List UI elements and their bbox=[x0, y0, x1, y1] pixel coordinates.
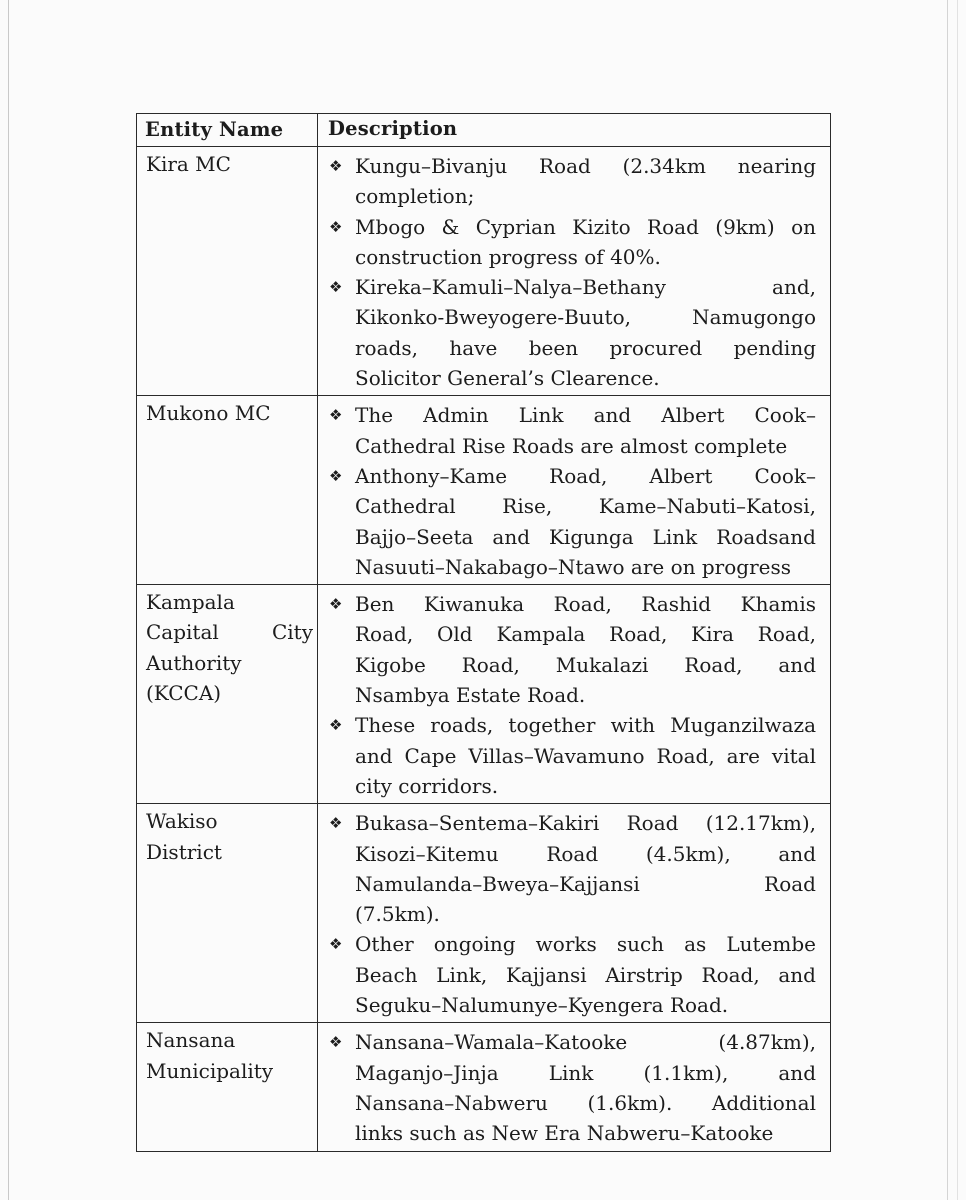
description-line: Kungu–Bivanju Road (2.34km nearing bbox=[355, 154, 816, 178]
description-line: Mbogo & Cyprian Kizito Road (9km) on bbox=[355, 214, 816, 239]
description-line: city corridors. bbox=[355, 773, 499, 798]
description-item bbox=[331, 212, 816, 273]
description-cell bbox=[318, 804, 831, 1023]
diamond-bullet-icon: ❖ bbox=[329, 595, 343, 614]
description-item bbox=[331, 710, 816, 801]
description-line: links such as New Era Nabweru–Katooke bbox=[355, 1121, 774, 1146]
description-cell bbox=[318, 147, 831, 396]
entity-name-cell bbox=[137, 396, 318, 585]
description-line: Nansana–Nabweru (1.6km). Additional bbox=[355, 1090, 816, 1115]
description-line: and Cape Villas–Wavamuno Road, are vital bbox=[355, 743, 816, 768]
description-line: Kireka–Kamuli–Nalya–Bethany and, bbox=[355, 275, 816, 300]
diamond-bullet-icon: ❖ bbox=[329, 1033, 343, 1052]
description-cell bbox=[318, 585, 831, 804]
diamond-bullet-icon: ❖ bbox=[329, 814, 343, 833]
description-line: Seguku–Nalumunye–Kyengera Road. bbox=[355, 993, 729, 1018]
entity-name-line: (KCCA) bbox=[146, 681, 222, 706]
diamond-bullet-icon: ❖ bbox=[329, 406, 343, 425]
table-row bbox=[137, 585, 831, 804]
description-line: Cathedral Rise, Kame–Nabuti–Katosi, bbox=[355, 494, 816, 519]
table-row bbox=[137, 147, 831, 396]
entity-name-line: Kira MC bbox=[146, 152, 231, 176]
entity-name-cell bbox=[137, 804, 318, 1023]
projects-table bbox=[136, 113, 831, 1152]
description-line: Nasuuti–Nakabago–Ntawo are on progress bbox=[355, 554, 791, 579]
table-row bbox=[137, 396, 831, 585]
description-item bbox=[331, 400, 816, 461]
entity-name-cell bbox=[137, 1023, 318, 1151]
description-line: Bukasa–Sentema–Kakiri Road (12.17km), bbox=[355, 811, 816, 836]
entity-name-cell bbox=[137, 147, 318, 396]
diamond-bullet-icon: ❖ bbox=[329, 217, 343, 236]
description-list bbox=[331, 151, 816, 393]
description-line: Kikonko-Bweyogere-Buuto, Namugongo bbox=[355, 305, 816, 330]
description-item bbox=[331, 808, 816, 929]
description-line: Anthony–Kame Road, Albert Cook– bbox=[355, 463, 816, 488]
description-list bbox=[331, 589, 816, 801]
description-item bbox=[331, 589, 816, 710]
description-line: Ben Kiwanuka Road, Rashid Khamis bbox=[355, 592, 816, 617]
entity-name-cell bbox=[137, 585, 318, 804]
description-line: Beach Link, Kajjansi Airstrip Road, and bbox=[355, 962, 816, 987]
description-line: Road, Old Kampala Road, Kira Road, bbox=[355, 622, 816, 647]
description-line: Nsambya Estate Road. bbox=[355, 683, 586, 708]
description-line: The Admin Link and Albert Cook– bbox=[355, 403, 816, 428]
description-list bbox=[331, 400, 816, 582]
entity-name-line: Nansana bbox=[146, 1028, 236, 1053]
diamond-bullet-icon: ❖ bbox=[329, 935, 343, 954]
table-header-row bbox=[137, 114, 831, 147]
page-edge-left bbox=[8, 0, 9, 1200]
description-line: Solicitor General’s Clearence. bbox=[355, 366, 660, 391]
description-item bbox=[331, 151, 816, 212]
description-cell bbox=[318, 1023, 831, 1151]
header-entity-name: Entity Name bbox=[137, 114, 318, 147]
diamond-bullet-icon: ❖ bbox=[329, 278, 343, 297]
description-item bbox=[331, 272, 816, 393]
entity-name-line: District bbox=[146, 839, 222, 864]
description-line: Maganjo–Jinja Link (1.1km), and bbox=[355, 1060, 816, 1085]
description-line: Cathedral Rise Roads are almost complete bbox=[355, 433, 788, 458]
description-line: Namulanda–Bweya–Kajjansi Road bbox=[355, 871, 816, 896]
description-line: Kisozi–Kitemu Road (4.5km), and bbox=[355, 841, 816, 866]
entity-name-line: Authority bbox=[146, 650, 242, 675]
description-line: Other ongoing works such as Lutembe bbox=[355, 932, 816, 957]
entity-name-line: Capital City bbox=[146, 620, 313, 645]
table-row bbox=[137, 1023, 831, 1151]
description-list bbox=[331, 1027, 816, 1148]
table-row bbox=[137, 804, 831, 1023]
page-edge-right-shadow bbox=[957, 0, 958, 1200]
entity-name-line: Mukono MC bbox=[146, 401, 271, 426]
description-line: Bajjo–Seeta and Kigunga Link Roadsand bbox=[355, 524, 816, 549]
diamond-bullet-icon: ❖ bbox=[329, 466, 343, 485]
description-line: construction progress of 40%. bbox=[355, 244, 661, 269]
description-line: These roads, together with Muganzilwaza bbox=[355, 713, 816, 738]
header-description: Description bbox=[318, 114, 831, 147]
entity-name-line: Wakiso bbox=[146, 809, 218, 834]
description-line: Nansana–Wamala–Katooke (4.87km), bbox=[355, 1030, 816, 1055]
description-line: completion; bbox=[355, 184, 475, 209]
description-item bbox=[331, 929, 816, 1020]
description-line: roads, have been procured pending bbox=[355, 335, 816, 360]
description-item bbox=[331, 461, 816, 582]
description-line: (7.5km). bbox=[355, 902, 440, 927]
description-cell bbox=[318, 396, 831, 585]
diamond-bullet-icon: ❖ bbox=[329, 157, 343, 175]
description-list bbox=[331, 808, 816, 1020]
entity-name-line: Kampala bbox=[146, 590, 235, 615]
description-line: Kigobe Road, Mukalazi Road, and bbox=[355, 652, 816, 677]
diamond-bullet-icon: ❖ bbox=[329, 716, 343, 735]
page-edge-right bbox=[947, 0, 948, 1200]
entity-name-line: Municipality bbox=[146, 1058, 274, 1083]
description-item bbox=[331, 1027, 816, 1148]
